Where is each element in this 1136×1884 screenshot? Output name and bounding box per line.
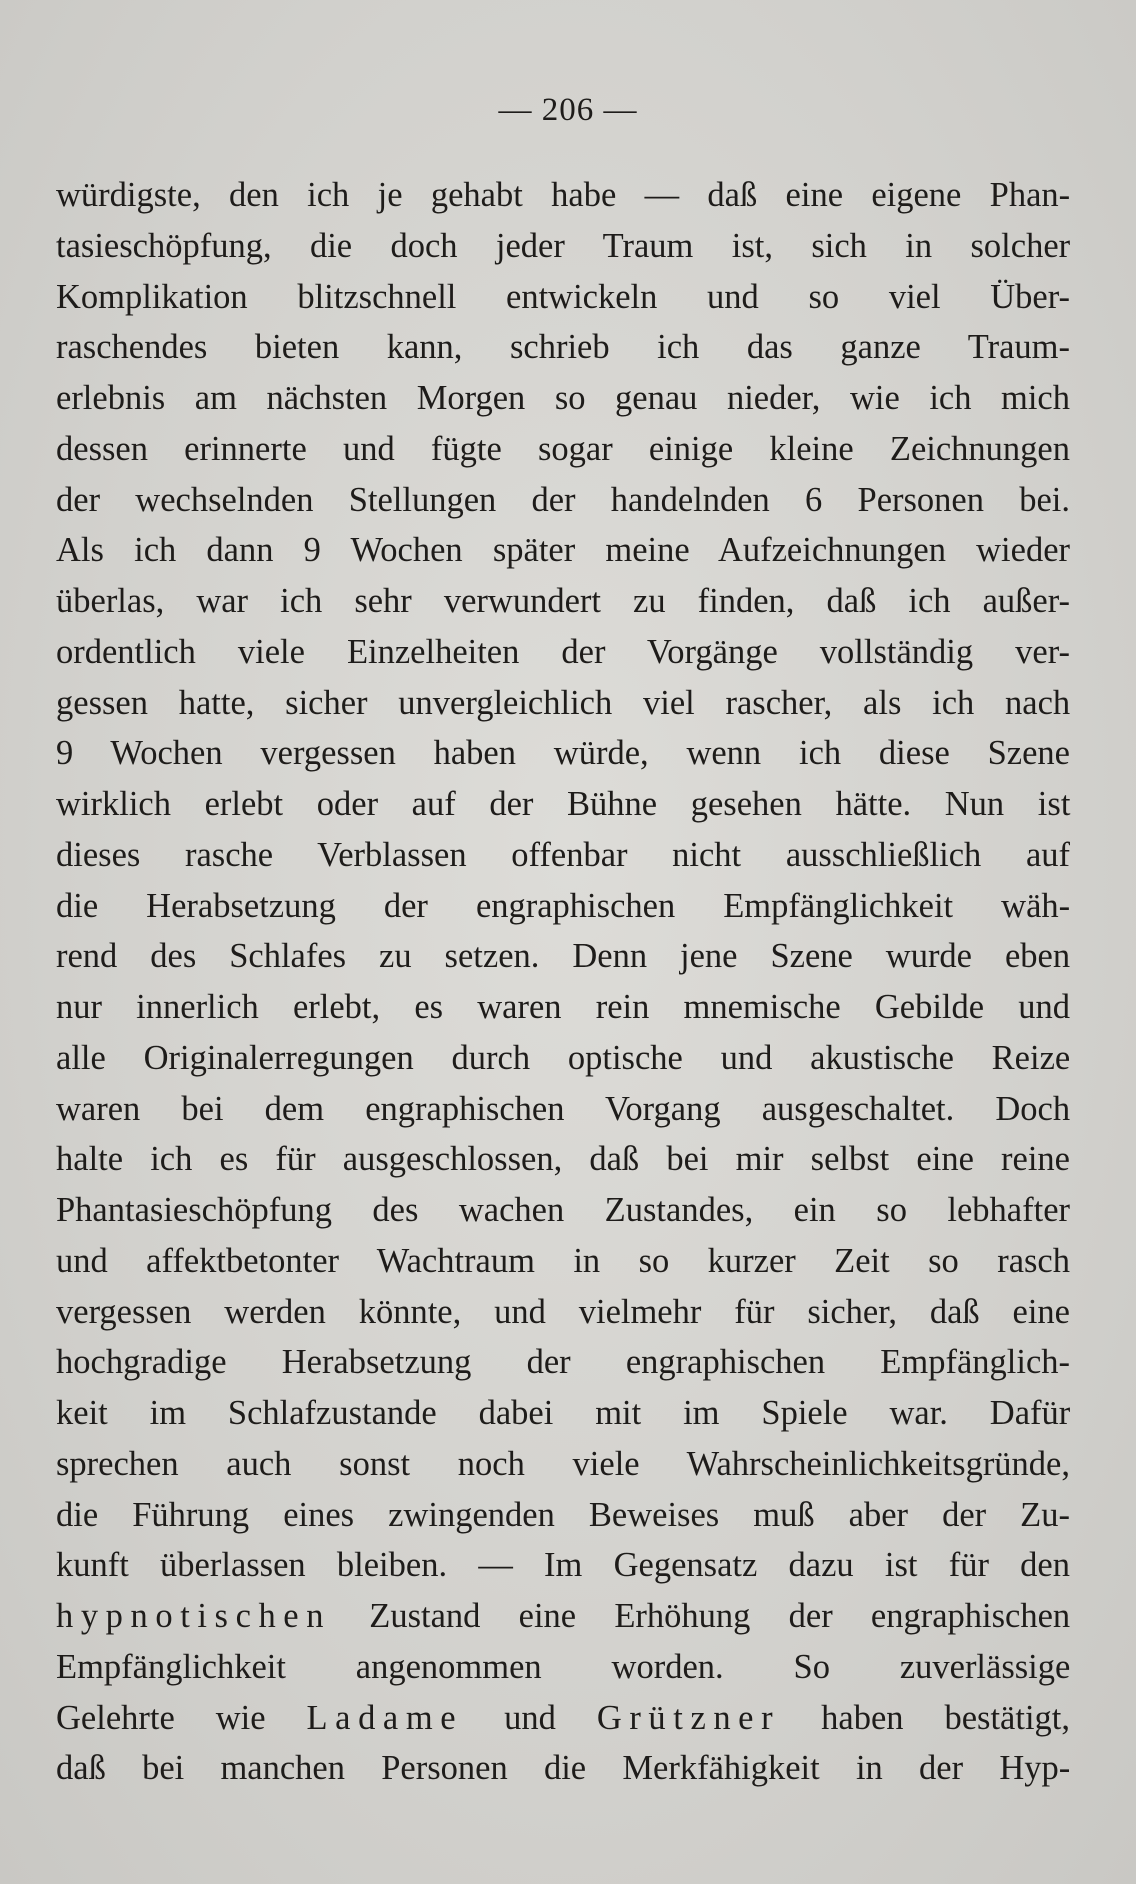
text-line: die Herabsetzung der engraphischen Empfänglichkeit wäh-	[56, 886, 1071, 925]
text-line	[56, 1693, 1070, 1744]
text-fragment: Zustand eine Erhöhung der engraphischen	[331, 1597, 1071, 1635]
text-line: würdigste, den ich je gehabt habe — daß eine eigene Phan-	[56, 176, 1071, 214]
text-line	[56, 1591, 1070, 1642]
text-line: vergessen werden könnte, und vielmehr für sicher, daß eine	[56, 1292, 1070, 1331]
text-line: raschendes bieten kann, schrieb ich das ganze Traum-	[56, 328, 1070, 367]
text-line: Empfänglichkeit angenommen worden. So zuverlässige	[56, 1647, 1071, 1686]
author-name: Ladame	[306, 1698, 464, 1737]
text-line: dessen erinnerte und fügte sogar einige kleine Zeichnungen	[56, 429, 1070, 468]
text-fragment: und	[463, 1698, 597, 1737]
text-line: und affektbetonter Wachtraum in so kurzer Zeit so rasch	[56, 1241, 1070, 1280]
text-line: daß bei manchen Personen die Merkfähigkeit in der Hyp-	[56, 1749, 1071, 1788]
text-fragment: haben bestätigt,	[780, 1698, 1070, 1737]
text-line: nur innerlich erlebt, es waren rein mnemische Gebilde und	[56, 988, 1070, 1026]
text-line: überlas, war ich sehr verwundert zu finden, daß ich außer-	[56, 582, 1071, 620]
text-line: sprechen auch sonst noch viele Wahrscheinlichkeitsgründe,	[56, 1444, 1070, 1483]
text-line: der wechselnden Stellungen der handelnden 6 Personen bei.	[56, 480, 1070, 519]
text-line: Komplikation blitzschnell entwickeln und so viel Über-	[56, 277, 1070, 316]
text-line: gessen hatte, sicher unvergleichlich viel rascher, als ich nach	[56, 683, 1071, 722]
text-line: waren bei dem engraphischen Vorgang ausgeschaltet. Doch	[56, 1089, 1071, 1128]
text-line: wirklich erlebt oder auf der Bühne gesehen hätte. Nun ist	[56, 785, 1071, 823]
spaced-word: hypnotischen	[56, 1597, 332, 1635]
text-line: tasieschöpfung, die doch jeder Traum ist, sich in solcher	[56, 226, 1071, 265]
text-line: kunft überlassen bleiben. — Im Gegensatz dazu ist für den	[56, 1546, 1070, 1585]
page-number: — 206 —	[498, 92, 638, 128]
text-line: erlebnis am nächsten Morgen so genau nieder, wie ich mich	[56, 379, 1070, 417]
text-line: halte ich es für ausgeschlossen, daß bei mir selbst eine reine	[56, 1140, 1070, 1179]
text-line: Phantasieschöpfung des wachen Zustandes, ein so lebhafter	[56, 1191, 1070, 1229]
body-text	[56, 170, 1070, 1794]
text-line: Als ich dann 9 Wochen später meine Aufzeichnungen wieder	[56, 531, 1070, 570]
text-line: dieses rasche Verblassen offenbar nicht ausschließlich auf	[56, 835, 1070, 874]
text-line: die Führung eines zwingenden Beweises muß aber der Zu-	[56, 1495, 1070, 1534]
text-line: 9 Wochen vergessen haben würde, wenn ich diese Szene	[56, 734, 1070, 773]
text-line: ordentlich viele Einzelheiten der Vorgänge vollständig ver-	[56, 632, 1070, 671]
text-line: alle Originalerregungen durch optische und akustische Reize	[56, 1038, 1071, 1077]
text-line: rend des Schlafes zu setzen. Denn jene Szene wurde eben	[56, 937, 1071, 976]
text-line: keit im Schlafzustande dabei mit im Spiele war. Dafür	[56, 1394, 1071, 1432]
author-name: Grützner	[596, 1698, 781, 1737]
text-line: hochgradige Herabsetzung der engraphischen Empfänglich-	[56, 1343, 1070, 1382]
text-fragment: Gelehrte wie	[56, 1698, 307, 1737]
